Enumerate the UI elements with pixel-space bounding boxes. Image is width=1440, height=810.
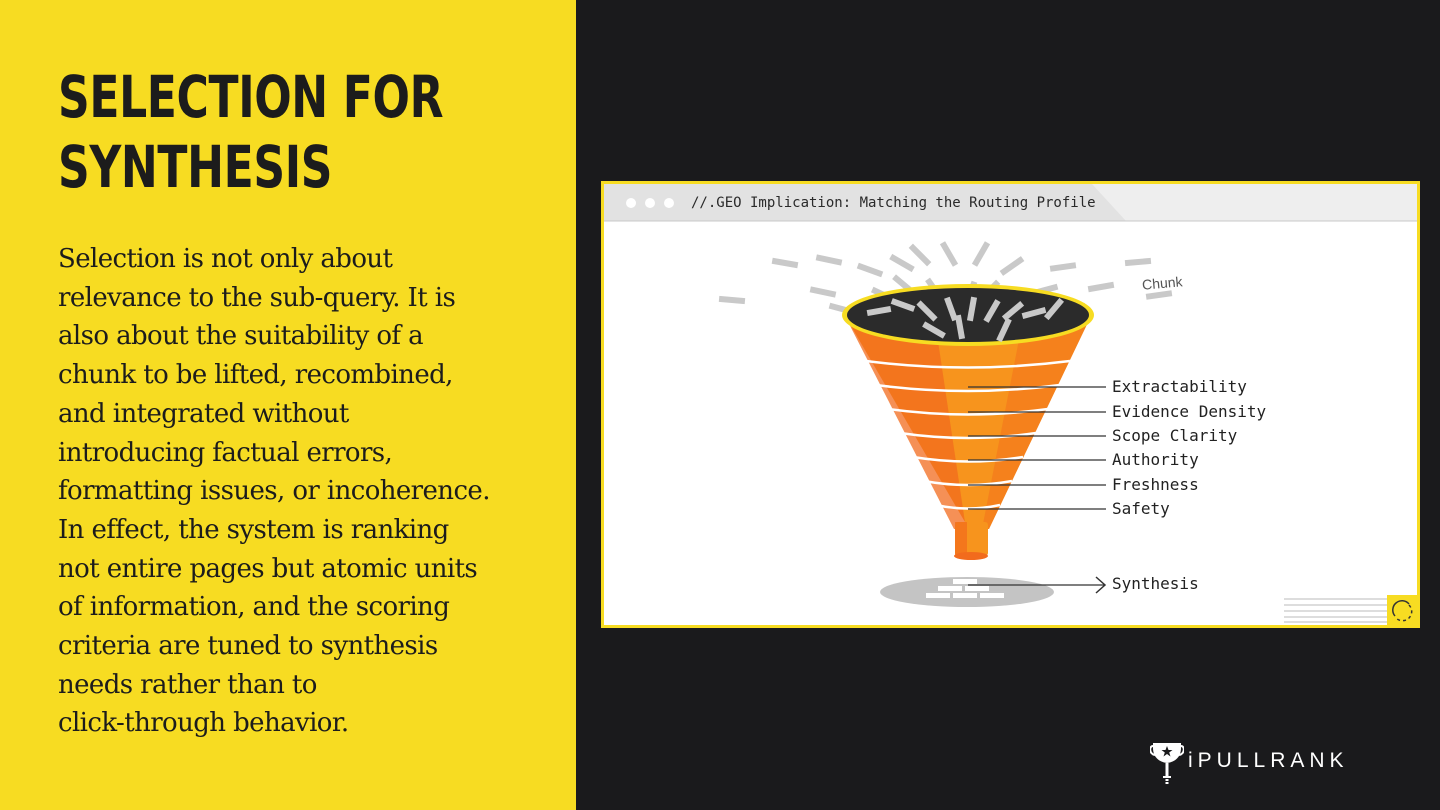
funnel-label-extractability: Extractability (1112, 377, 1247, 396)
funnel-spout-rim (954, 552, 988, 560)
body-line: also about the suitability of a (58, 321, 423, 352)
logo-text: iPULLRANK (1188, 749, 1349, 772)
body-line: criteria are tuned to synthesis (58, 631, 438, 662)
body-line: click-through behavior. (58, 708, 349, 739)
funnel-label-evidence-density: Evidence Density (1112, 402, 1267, 421)
expand-icon (1387, 595, 1417, 625)
title-line: SYNTHESIS (58, 133, 333, 201)
body-line: In effect, the system is ranking (58, 514, 449, 545)
body-line: introducing factual errors, (58, 437, 393, 468)
trophy-icon (1150, 740, 1184, 784)
body-line: of information, and the scoring (58, 592, 450, 623)
funnel-label-scope-clarity: Scope Clarity (1112, 426, 1238, 445)
title-line: SELECTION FOR (58, 63, 444, 131)
funnel-spout-shade (955, 522, 967, 556)
body-line: formatting issues, or incoherence. (58, 476, 490, 507)
window-dot-icon (626, 198, 636, 208)
window-dot-icon (664, 198, 674, 208)
body-line: Selection is not only about (58, 244, 393, 274)
body-line: relevance to the sub-query. It is (58, 282, 456, 313)
output-label-synthesis: Synthesis (1112, 574, 1199, 593)
body-line: chunk to be lifted, recombined, (58, 360, 453, 391)
slide-title (58, 62, 444, 202)
window-title: //.GEO Implication: Matching the Routing Profile (691, 195, 1096, 211)
funnel-illustration (604, 184, 1417, 625)
funnel-label-safety: Safety (1112, 499, 1170, 518)
body-line: and integrated without (58, 398, 349, 429)
window-dot-icon (645, 198, 655, 208)
body-line: not entire pages but atomic units (58, 553, 478, 584)
corner-lines (1284, 599, 1387, 622)
chunk-label: Chunk (1141, 273, 1184, 293)
funnel-label-authority: Authority (1112, 450, 1199, 469)
left-panel (0, 0, 576, 810)
ipullrank-logo (1150, 740, 1360, 784)
funnel-graphic (604, 184, 1417, 625)
body-paragraph (58, 240, 526, 743)
funnel-label-freshness: Freshness (1112, 475, 1199, 494)
figure-frame (601, 181, 1420, 628)
body-line: needs rather than to (58, 669, 317, 700)
